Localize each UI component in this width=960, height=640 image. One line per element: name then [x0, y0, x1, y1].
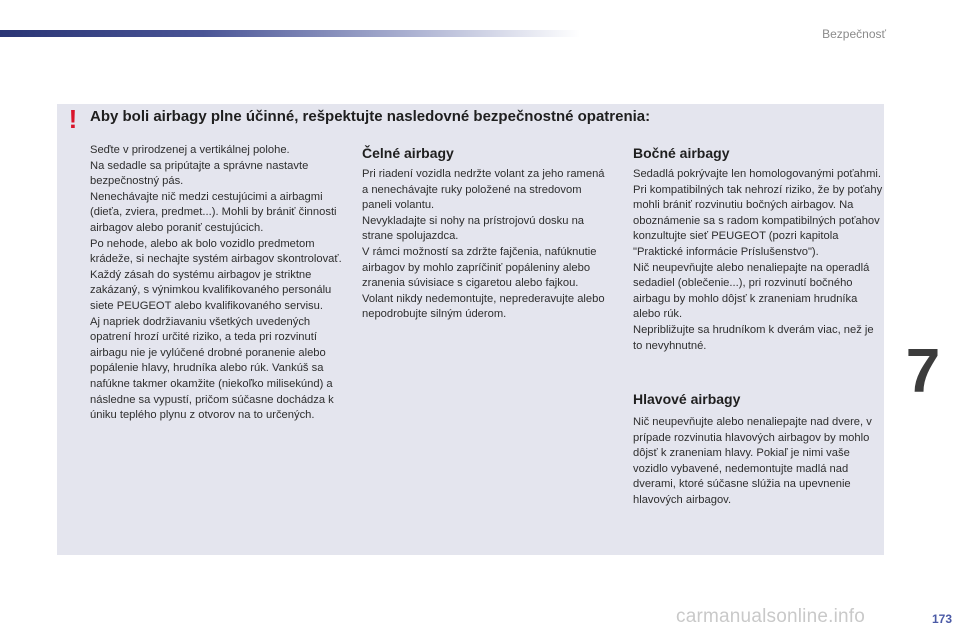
paragraph: Nenechávajte nič medzi cestujúcimi a airbagmi (dieťa, zviera, predmet...). Mohli by brániť činnosti airbagov alebo poraniť cestujúcich.: [90, 190, 337, 234]
paragraph: Nevykladajte si nohy na prístrojovú dosku na strane spolujazdca.: [362, 214, 585, 243]
paragraph: Nič neupevňujte alebo nenaliepajte nad dvere, v prípade rozvinutia hlavových airbagov by mohlo dôjsť k zraneniam hlavy. Pokiaľ je nimi vaše vozidlo vybavené, nedemontujte madlá nad dverami, ktoré súčasne slúžia na upevnenie hlavových airbagov.: [633, 416, 872, 506]
paragraph: Pri riadení vozidla nedržte volant za jeho ramená a nenechávajte ruky položené na stredovom paneli volantu.: [362, 168, 605, 212]
side-airbags-column: [633, 167, 883, 354]
paragraph: Nepribližujte sa hrudníkom k dverám viac, než je to nevyhnutné.: [633, 323, 874, 352]
paragraph: Každý zásah do systému airbagov je striktne zakázaný, s výnimkou kvalifikovaného personálu siete PEUGEOT alebo kvalifikovaného servisu.: [90, 268, 332, 312]
section-title: Bezpečnosť: [822, 27, 886, 41]
curtain-airbags-column: [633, 415, 873, 509]
paragraph: Sedadlá pokrývajte len homologovanými poťahmi. Pri kompatibilných tak nehrozí riziko, že by poťahy mohli brániť rozvinutiu bočných airbagov. Na oboznámenie sa s radom kompatibilných poťahov konzultujte sieť PEUGEOT (pozri kapitola "Praktické informácie Príslušenstvo").: [633, 168, 883, 258]
front-airbags-heading: Čelné airbagy: [362, 145, 454, 161]
paragraph: Seďte v prirodzenej a vertikálnej polohe.: [90, 144, 290, 156]
left-column: [90, 143, 352, 424]
front-airbags-column: [362, 167, 612, 323]
warning-headline: Aby boli airbagy plne účinné, rešpektujte nasledovné bezpečnostné opatrenia:: [90, 108, 651, 125]
paragraph: Volant nikdy nedemontujte, neprederavujte alebo nepodrobujte silným úderom.: [362, 292, 605, 321]
side-airbags-heading: Bočné airbagy: [633, 145, 730, 161]
paragraph: Po nehode, alebo ak bolo vozidlo predmetom krádeže, si nechajte systém airbagov skontrolovať.: [90, 237, 342, 266]
curtain-airbags-heading: Hlavové airbagy: [633, 391, 741, 407]
exclamation-icon: !: [68, 104, 78, 134]
chapter-number: 7: [905, 337, 941, 406]
watermark: carmanualsonline.info: [676, 606, 866, 627]
paragraph: Aj napriek dodržiavaniu všetkých uvedených opatrení hrozí určité riziko, a teda pri rozvinutí airbagu nie je vylúčené drobné poranenie alebo popálenie hlavy, hrudníka alebo rúk. Vankúš sa nafúkne takmer okamžite (niekoľko milisekúnd) a následne sa vypustí, pričom súčasne dochádza k úniku teplého plynu z otvorov na to určených.: [90, 315, 334, 422]
paragraph: Na sedadle sa pripútajte a správne nastavte bezpečnostný pás.: [90, 159, 309, 188]
paragraph: Nič neupevňujte alebo nenaliepajte na operadlá sedadiel (oblečenie...), pri rozvinutí bočného airbagu by mohlo dôjsť k zraneniam hrudníka alebo rúk.: [633, 261, 870, 321]
paragraph: V rámci možností sa zdržte fajčenia, nafúknutie airbagov by mohlo zapríčiniť popáleniny alebo zranenia súvisiace s cigaretou alebo fajkou.: [362, 245, 597, 290]
page-number: 173: [931, 612, 952, 626]
header-gradient-bar: [0, 30, 580, 37]
